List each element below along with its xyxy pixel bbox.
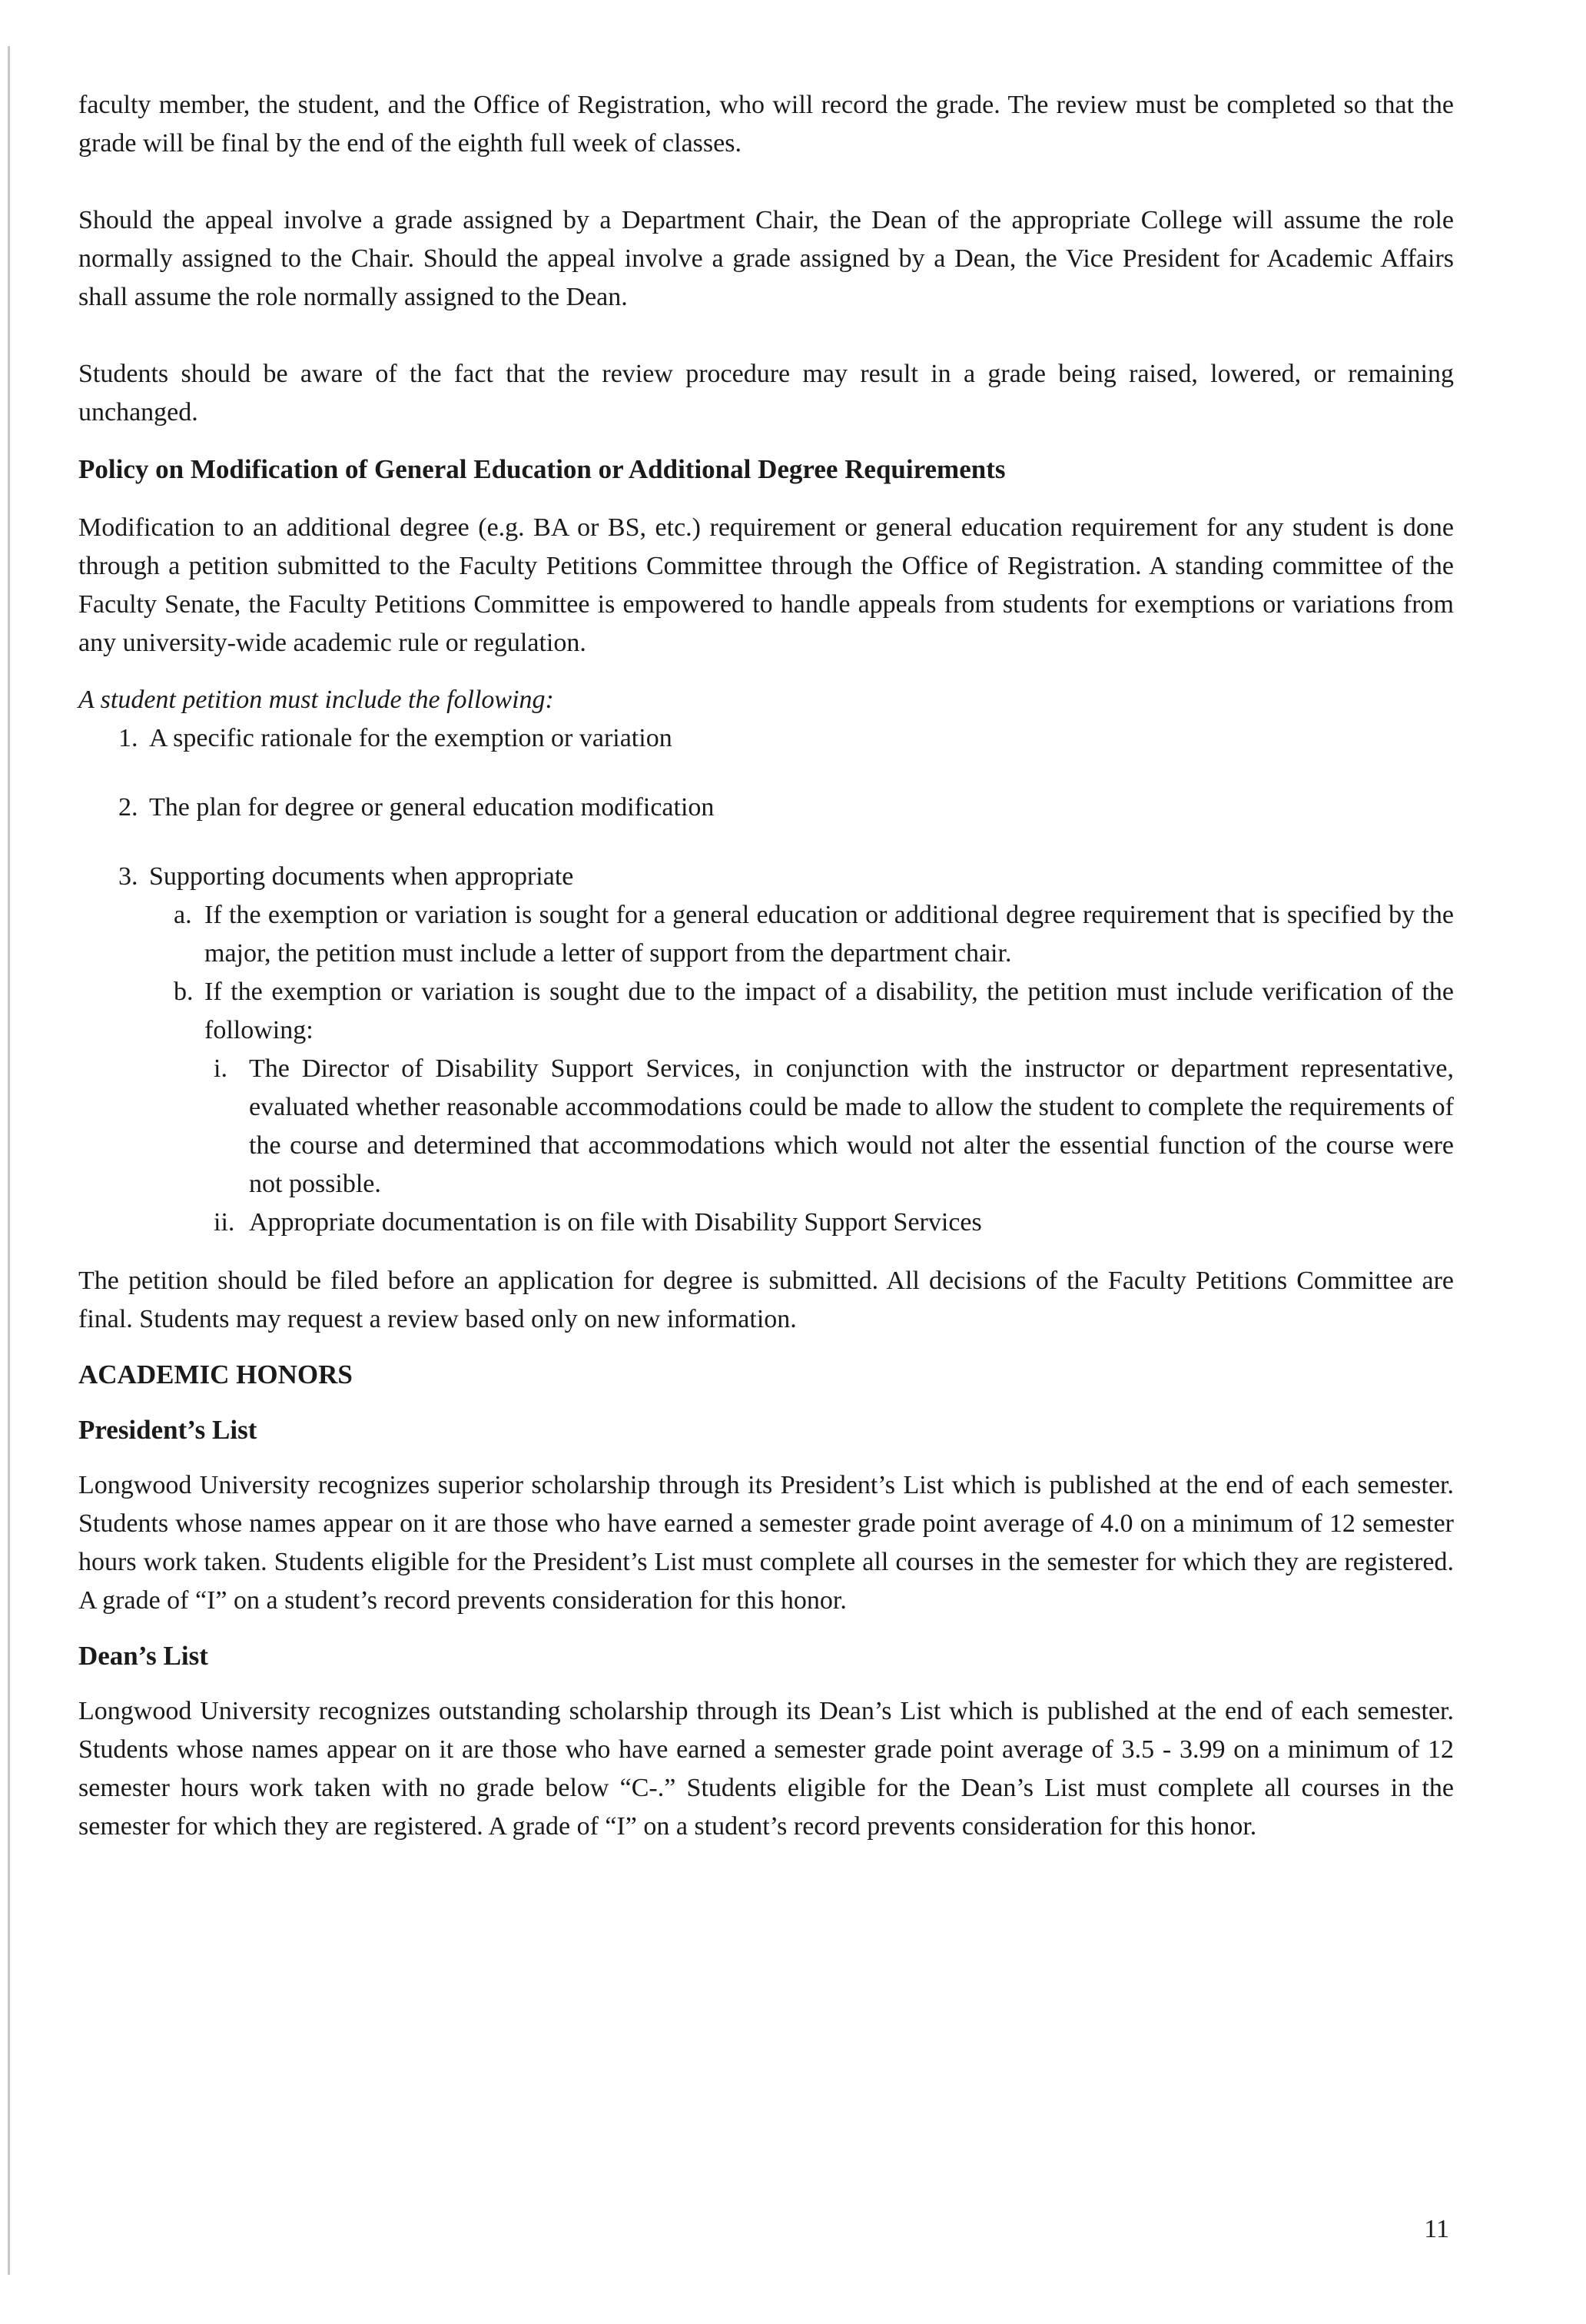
- presidents-list-heading: President’s List: [78, 1415, 257, 1445]
- list-item: [78, 719, 1454, 758]
- list-letter: b.: [174, 978, 194, 1006]
- paragraph-appeal-chair: Should the appeal involve a grade assigned by a Department Chair, the Dean of the appropriate College will assume the role normally assigned to the Chair. Should the appeal involve a grade assigned by a Dean, the Vice President for Academic Affairs shall assume the role normally assigned to the Dean.: [78, 206, 1454, 311]
- page-number: 11: [1424, 2215, 1449, 2243]
- list-roman: i.: [214, 1054, 227, 1083]
- list-number: 1.: [118, 724, 138, 752]
- paragraph-grade-review: faculty member, the student, and the Office of Registration, who will record the grade. The review must be completed so that the grade will be final by the end of the eighth full week of classes.: [78, 91, 1454, 158]
- deans-list-heading: Dean’s List: [78, 1641, 208, 1671]
- petition-closing: The petition should be filed before an application for degree is submitted. All decisions of the Faculty Petitions Committee are final. Students may request a review based only on new information.: [78, 1267, 1454, 1333]
- policy-heading: Policy on Modification of General Education or Additional Degree Requirements: [78, 454, 1006, 484]
- list-roman: ii.: [214, 1208, 235, 1237]
- paragraph-review-outcome: Students should be aware of the fact that the review procedure may result in a grade being raised, lowered, or remaining unchanged.: [78, 360, 1454, 427]
- list-item: [78, 788, 1454, 827]
- petition-intro: A student petition must include the following:: [78, 686, 554, 714]
- presidents-list-body: Longwood University recognizes superior scholarship through its President’s List which is published at the end of each semester. Students whose names appear on it are those who have earned a semester grade point average of 4.0 on a minimum of 12 semester hours work taken. Students eligible for the President’s List must complete all courses in the semester for which they are registered. A grade of “I” on a student’s record prevents consideration for this honor.: [78, 1471, 1454, 1615]
- list-subsubitem: [78, 1050, 1454, 1204]
- list-text: The Director of Disability Support Services, in conjunction with the instructor or department representative, evaluated whether reasonable accommodations could be made to allow the student to complete the requirements of the course and determined that accommodations which would not alter the essential function of the course were not possible.: [249, 1054, 1454, 1198]
- list-number: 3.: [118, 862, 138, 891]
- list-number: 2.: [118, 793, 138, 822]
- list-text: Supporting documents when appropriate: [149, 862, 574, 891]
- academic-honors-heading: ACADEMIC HONORS: [78, 1360, 353, 1389]
- deans-list-body: Longwood University recognizes outstanding scholarship through its Dean’s List which is published at the end of each semester. Students whose names appear on it are those who have earned a semester grade point average of 3.5 - 3.99 on a minimum of 12 semester hours work taken with no grade below “C-.” Students eligible for the Dean’s List must complete all courses in the semester for which they are registered. A grade of “I” on a student’s record prevents consideration for this honor.: [78, 1697, 1454, 1841]
- list-subitem: [78, 973, 1454, 1050]
- list-text: A specific rationale for the exemption or variation: [149, 724, 672, 752]
- list-text: If the exemption or variation is sought for a general education or additional degree requirement that is specified by the major, the petition must include a letter of support from the department chair.: [204, 901, 1454, 968]
- list-subitem: [78, 896, 1454, 973]
- document-page: [78, 86, 1454, 1846]
- list-text: Appropriate documentation is on file with Disability Support Services: [249, 1208, 982, 1237]
- list-item: [78, 858, 1454, 896]
- list-letter: a.: [174, 901, 192, 929]
- policy-body: Modification to an additional degree (e.g. BA or BS, etc.) requirement or general education requirement for any student is done through a petition submitted to the Faculty Petitions Committee through the Office of Registration. A standing committee of the Faculty Senate, the Faculty Petitions Committee is empowered to handle appeals from students for exemptions or variations from any university-wide academic rule or regulation.: [78, 513, 1454, 657]
- scan-margin-mark: [8, 46, 10, 2275]
- list-text: If the exemption or variation is sought due to the impact of a disability, the petition must include verification of the following:: [204, 978, 1454, 1044]
- list-subsubitem: [78, 1204, 1454, 1242]
- list-text: The plan for degree or general education modification: [149, 793, 715, 822]
